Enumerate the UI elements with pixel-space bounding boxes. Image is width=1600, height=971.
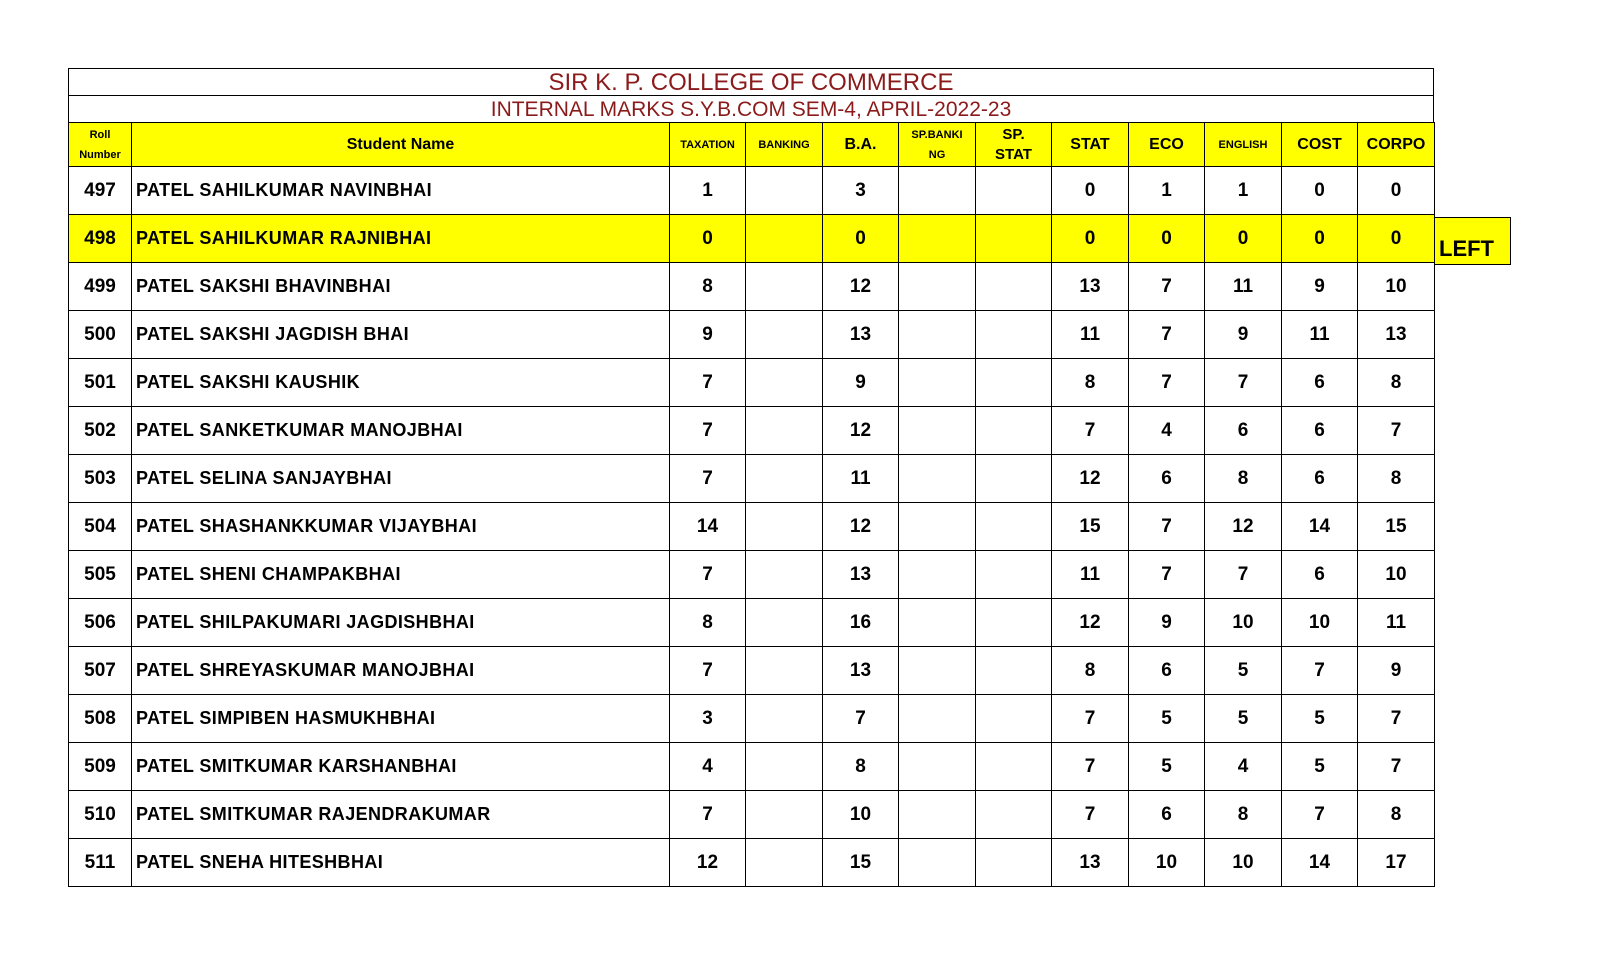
ba-cell: 12	[823, 407, 899, 455]
english-cell: 8	[1205, 791, 1282, 839]
stat-cell: 12	[1052, 599, 1129, 647]
corpo-cell: 7	[1358, 743, 1435, 791]
stat-cell: 11	[1052, 311, 1129, 359]
sp-banking-cell	[899, 407, 976, 455]
stat-cell: 15	[1052, 503, 1129, 551]
name-cell: PATEL SHREYASKUMAR MANOJBHAI	[132, 647, 670, 695]
sp-stat-cell	[976, 551, 1052, 599]
col-cost: COST	[1282, 123, 1358, 167]
sp-banking-cell	[899, 695, 976, 743]
sp-stat-cell	[976, 647, 1052, 695]
cost-cell: 14	[1282, 503, 1358, 551]
sp-stat-cell	[976, 311, 1052, 359]
table-row	[69, 551, 1435, 599]
english-cell: 1	[1205, 167, 1282, 215]
sp-banking-cell	[899, 167, 976, 215]
roll-cell: 511	[69, 839, 132, 887]
banking-cell	[746, 743, 823, 791]
corpo-cell: 10	[1358, 263, 1435, 311]
cost-cell: 9	[1282, 263, 1358, 311]
eco-cell: 5	[1129, 743, 1205, 791]
cost-cell: 6	[1282, 359, 1358, 407]
sp-banking-cell	[899, 263, 976, 311]
eco-cell: 7	[1129, 311, 1205, 359]
taxation-cell: 0	[670, 215, 746, 263]
sp-banking-cell	[899, 359, 976, 407]
ba-cell: 9	[823, 359, 899, 407]
college-title: SIR K. P. COLLEGE OF COMMERCE	[68, 68, 1434, 95]
stat-cell: 13	[1052, 263, 1129, 311]
stat-cell: 0	[1052, 215, 1129, 263]
name-cell: PATEL SAKSHI JAGDISH BHAI	[132, 311, 670, 359]
sp-stat-cell	[976, 167, 1052, 215]
table-row	[69, 791, 1435, 839]
english-cell: 10	[1205, 599, 1282, 647]
cost-cell: 7	[1282, 647, 1358, 695]
roll-cell: 506	[69, 599, 132, 647]
taxation-cell: 9	[670, 311, 746, 359]
english-cell: 5	[1205, 695, 1282, 743]
corpo-cell: 8	[1358, 455, 1435, 503]
taxation-cell: 7	[670, 455, 746, 503]
taxation-cell: 7	[670, 551, 746, 599]
eco-cell: 0	[1129, 215, 1205, 263]
banking-cell	[746, 599, 823, 647]
ba-cell: 16	[823, 599, 899, 647]
roll-cell: 507	[69, 647, 132, 695]
cost-cell: 7	[1282, 791, 1358, 839]
sp-banking-cell	[899, 647, 976, 695]
column-header-row	[69, 123, 1435, 167]
banking-cell	[746, 695, 823, 743]
corpo-cell: 10	[1358, 551, 1435, 599]
taxation-cell: 4	[670, 743, 746, 791]
col-roll-number: Roll Number	[69, 123, 132, 167]
name-cell: PATEL SELINA SANJAYBHAI	[132, 455, 670, 503]
ba-cell: 0	[823, 215, 899, 263]
table-row	[69, 215, 1435, 263]
banking-cell	[746, 503, 823, 551]
sp-stat-cell	[976, 359, 1052, 407]
roll-cell: 508	[69, 695, 132, 743]
corpo-cell: 8	[1358, 791, 1435, 839]
eco-cell: 4	[1129, 407, 1205, 455]
roll-cell: 503	[69, 455, 132, 503]
table-row	[69, 503, 1435, 551]
cost-cell: 5	[1282, 695, 1358, 743]
banking-cell	[746, 263, 823, 311]
banking-cell	[746, 215, 823, 263]
col-ba: B.A.	[823, 123, 899, 167]
taxation-cell: 7	[670, 647, 746, 695]
sp-stat-cell	[976, 839, 1052, 887]
ba-cell: 13	[823, 551, 899, 599]
stat-cell: 0	[1052, 167, 1129, 215]
ba-cell: 7	[823, 695, 899, 743]
left-status-tag: LEFT	[1434, 217, 1511, 265]
stat-cell: 7	[1052, 791, 1129, 839]
stat-cell: 13	[1052, 839, 1129, 887]
ba-cell: 15	[823, 839, 899, 887]
col-eco: ECO	[1129, 123, 1205, 167]
marks-table	[68, 122, 1435, 887]
sp-stat-cell	[976, 455, 1052, 503]
col-student-name: Student Name	[132, 123, 670, 167]
name-cell: PATEL SMITKUMAR RAJENDRAKUMAR	[132, 791, 670, 839]
taxation-cell: 12	[670, 839, 746, 887]
sp-banking-cell	[899, 599, 976, 647]
roll-cell: 509	[69, 743, 132, 791]
roll-cell: 510	[69, 791, 132, 839]
english-cell: 6	[1205, 407, 1282, 455]
banking-cell	[746, 167, 823, 215]
sp-banking-cell	[899, 215, 976, 263]
table-row	[69, 695, 1435, 743]
eco-cell: 7	[1129, 263, 1205, 311]
taxation-cell: 3	[670, 695, 746, 743]
stat-cell: 12	[1052, 455, 1129, 503]
sp-stat-cell	[976, 263, 1052, 311]
ba-cell: 13	[823, 311, 899, 359]
sp-banking-cell	[899, 551, 976, 599]
table-row	[69, 311, 1435, 359]
ba-cell: 3	[823, 167, 899, 215]
sp-stat-cell	[976, 599, 1052, 647]
banking-cell	[746, 647, 823, 695]
english-cell: 9	[1205, 311, 1282, 359]
roll-cell: 499	[69, 263, 132, 311]
cost-cell: 6	[1282, 551, 1358, 599]
name-cell: PATEL SHENI CHAMPAKBHAI	[132, 551, 670, 599]
sp-banking-cell	[899, 791, 976, 839]
corpo-cell: 17	[1358, 839, 1435, 887]
ba-cell: 8	[823, 743, 899, 791]
ba-cell: 12	[823, 263, 899, 311]
english-cell: 5	[1205, 647, 1282, 695]
sp-banking-cell	[899, 503, 976, 551]
sp-stat-cell	[976, 695, 1052, 743]
english-cell: 10	[1205, 839, 1282, 887]
sp-banking-cell	[899, 311, 976, 359]
banking-cell	[746, 551, 823, 599]
eco-cell: 5	[1129, 695, 1205, 743]
english-cell: 11	[1205, 263, 1282, 311]
table-row	[69, 455, 1435, 503]
corpo-cell: 0	[1358, 167, 1435, 215]
roll-cell: 501	[69, 359, 132, 407]
banking-cell	[746, 839, 823, 887]
corpo-cell: 15	[1358, 503, 1435, 551]
taxation-cell: 8	[670, 263, 746, 311]
cost-cell: 0	[1282, 167, 1358, 215]
col-sp-stat: SP. STAT	[976, 123, 1052, 167]
taxation-cell: 7	[670, 359, 746, 407]
corpo-cell: 13	[1358, 311, 1435, 359]
banking-cell	[746, 311, 823, 359]
sheet-subtitle: INTERNAL MARKS S.Y.B.COM SEM-4, APRIL-2022-23	[68, 95, 1434, 122]
roll-cell: 497	[69, 167, 132, 215]
taxation-cell: 14	[670, 503, 746, 551]
ba-cell: 12	[823, 503, 899, 551]
english-cell: 7	[1205, 551, 1282, 599]
col-corpo: CORPO	[1358, 123, 1435, 167]
sp-banking-cell	[899, 455, 976, 503]
col-english: ENGLISH	[1205, 123, 1282, 167]
cost-cell: 11	[1282, 311, 1358, 359]
eco-cell: 6	[1129, 455, 1205, 503]
banking-cell	[746, 359, 823, 407]
name-cell: PATEL SAKSHI KAUSHIK	[132, 359, 670, 407]
roll-cell: 498	[69, 215, 132, 263]
table-row	[69, 167, 1435, 215]
table-row	[69, 839, 1435, 887]
name-cell: PATEL SNEHA HITESHBHAI	[132, 839, 670, 887]
sp-stat-cell	[976, 215, 1052, 263]
table-row	[69, 359, 1435, 407]
table-row	[69, 743, 1435, 791]
stat-cell: 7	[1052, 695, 1129, 743]
name-cell: PATEL SAKSHI BHAVINBHAI	[132, 263, 670, 311]
english-cell: 0	[1205, 215, 1282, 263]
corpo-cell: 0	[1358, 215, 1435, 263]
corpo-cell: 8	[1358, 359, 1435, 407]
name-cell: PATEL SANKETKUMAR MANOJBHAI	[132, 407, 670, 455]
cost-cell: 10	[1282, 599, 1358, 647]
name-cell: PATEL SHASHANKKUMAR VIJAYBHAI	[132, 503, 670, 551]
eco-cell: 1	[1129, 167, 1205, 215]
stat-cell: 11	[1052, 551, 1129, 599]
ba-cell: 10	[823, 791, 899, 839]
sp-stat-cell	[976, 503, 1052, 551]
name-cell: PATEL SAHILKUMAR NAVINBHAI	[132, 167, 670, 215]
roll-cell: 505	[69, 551, 132, 599]
sp-stat-cell	[976, 791, 1052, 839]
stat-cell: 8	[1052, 359, 1129, 407]
corpo-cell: 11	[1358, 599, 1435, 647]
roll-cell: 500	[69, 311, 132, 359]
col-taxation: TAXATION	[670, 123, 746, 167]
cost-cell: 5	[1282, 743, 1358, 791]
taxation-cell: 1	[670, 167, 746, 215]
ba-cell: 11	[823, 455, 899, 503]
taxation-cell: 8	[670, 599, 746, 647]
stat-cell: 7	[1052, 743, 1129, 791]
eco-cell: 6	[1129, 647, 1205, 695]
col-stat: STAT	[1052, 123, 1129, 167]
eco-cell: 7	[1129, 503, 1205, 551]
eco-cell: 9	[1129, 599, 1205, 647]
name-cell: PATEL SHILPAKUMARI JAGDISHBHAI	[132, 599, 670, 647]
table-row	[69, 407, 1435, 455]
cost-cell: 6	[1282, 455, 1358, 503]
ba-cell: 13	[823, 647, 899, 695]
col-sp-banking: SP.BANKI NG	[899, 123, 976, 167]
banking-cell	[746, 791, 823, 839]
english-cell: 4	[1205, 743, 1282, 791]
banking-cell	[746, 455, 823, 503]
eco-cell: 7	[1129, 359, 1205, 407]
roll-cell: 504	[69, 503, 132, 551]
table-row	[69, 647, 1435, 695]
roll-cell: 502	[69, 407, 132, 455]
sp-banking-cell	[899, 839, 976, 887]
stat-cell: 8	[1052, 647, 1129, 695]
taxation-cell: 7	[670, 407, 746, 455]
sp-banking-cell	[899, 743, 976, 791]
english-cell: 8	[1205, 455, 1282, 503]
english-cell: 7	[1205, 359, 1282, 407]
sp-stat-cell	[976, 407, 1052, 455]
name-cell: PATEL SIMPIBEN HASMUKHBHAI	[132, 695, 670, 743]
marks-sheet	[68, 68, 1434, 887]
english-cell: 12	[1205, 503, 1282, 551]
cost-cell: 6	[1282, 407, 1358, 455]
table-row	[69, 599, 1435, 647]
cost-cell: 14	[1282, 839, 1358, 887]
table-row	[69, 263, 1435, 311]
sp-stat-cell	[976, 743, 1052, 791]
cost-cell: 0	[1282, 215, 1358, 263]
corpo-cell: 9	[1358, 647, 1435, 695]
name-cell: PATEL SMITKUMAR KARSHANBHAI	[132, 743, 670, 791]
corpo-cell: 7	[1358, 407, 1435, 455]
taxation-cell: 7	[670, 791, 746, 839]
eco-cell: 6	[1129, 791, 1205, 839]
banking-cell	[746, 407, 823, 455]
eco-cell: 7	[1129, 551, 1205, 599]
eco-cell: 10	[1129, 839, 1205, 887]
col-banking: BANKING	[746, 123, 823, 167]
stat-cell: 7	[1052, 407, 1129, 455]
name-cell: PATEL SAHILKUMAR RAJNIBHAI	[132, 215, 670, 263]
corpo-cell: 7	[1358, 695, 1435, 743]
